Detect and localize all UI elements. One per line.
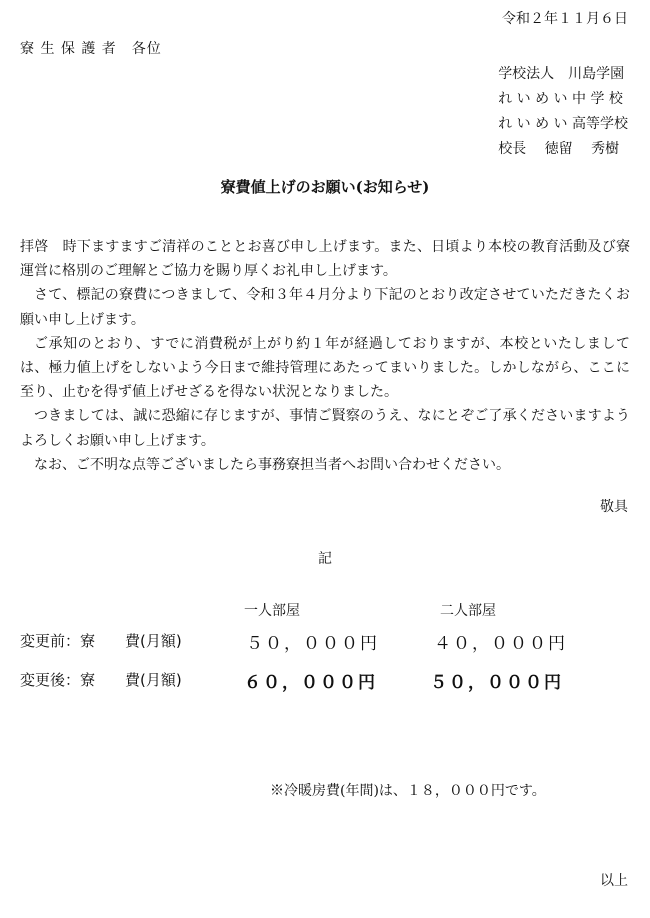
fee-row-before-single: ５０，０００円	[246, 634, 379, 654]
body-paragraph: 拝啓 時下ますますご清祥のこととお喜び申し上げます。また、日頃より本校の教育活動及び寮運営に格別のご理解とご協力を賜り厚くお礼申し上げます。	[20, 239, 630, 280]
sender-line: 校長 徳留 秀樹	[498, 141, 620, 157]
body-paragraph: さて、標記の寮費につきまして、令和３年４月分より下記のとおり改定させていただきたくお願い申し上げます。	[20, 287, 630, 328]
ki-heading: 記	[318, 551, 332, 567]
sender-line: れ い め い 中 学 校	[498, 91, 623, 107]
fee-row-after-label: 変更後：寮 費(月額)	[20, 671, 182, 689]
sender-line: れ い め い 高等学校	[498, 116, 628, 132]
letter-body	[20, 235, 630, 477]
body-paragraph: ご承知のとおり、すでに消費税が上がり約１年が経過しておりますが、本校といたしましては、極力値上げをしないよう今日まで維持管理にあたってまいりました。しかしながら、ここに至り、止むを得ず値上げせざるを得ない状況となりました。	[20, 335, 630, 401]
body-paragraph: なお、ご不明な点等ございましたら事務寮担当者へお問い合わせください。	[34, 456, 510, 473]
fee-row-after-single: ６０，０００円	[244, 673, 377, 693]
body-paragraph: つきましては、誠に恐縮に存じますが、事情ご賢察のうえ、なにとぞご了承くださいますようよろしくお願い申し上げます。	[20, 408, 630, 449]
document-date: 令和２年１１月６日	[502, 11, 628, 27]
column-header-double: 二人部屋	[440, 603, 496, 619]
closing-keigu: 敬具	[600, 499, 628, 515]
sender-line: 学校法人 川島学園	[498, 66, 625, 82]
column-header-single: 一人部屋	[244, 603, 300, 619]
sender-block	[498, 62, 628, 162]
heating-cost-note: ※冷暖房費(年間)は、１８，０００円です。	[270, 783, 546, 799]
fee-row-after-double: ５０，０００円	[430, 673, 563, 693]
fee-row-before-double: ４０，０００円	[434, 634, 567, 654]
end-ijo: 以上	[600, 873, 628, 889]
document-title: 寮費値上げのお願い(お知らせ)	[220, 178, 430, 196]
fee-row-before-label: 変更前：寮 費(月額)	[20, 632, 182, 650]
addressee: 寮 生 保 護 者 各位	[20, 41, 162, 57]
